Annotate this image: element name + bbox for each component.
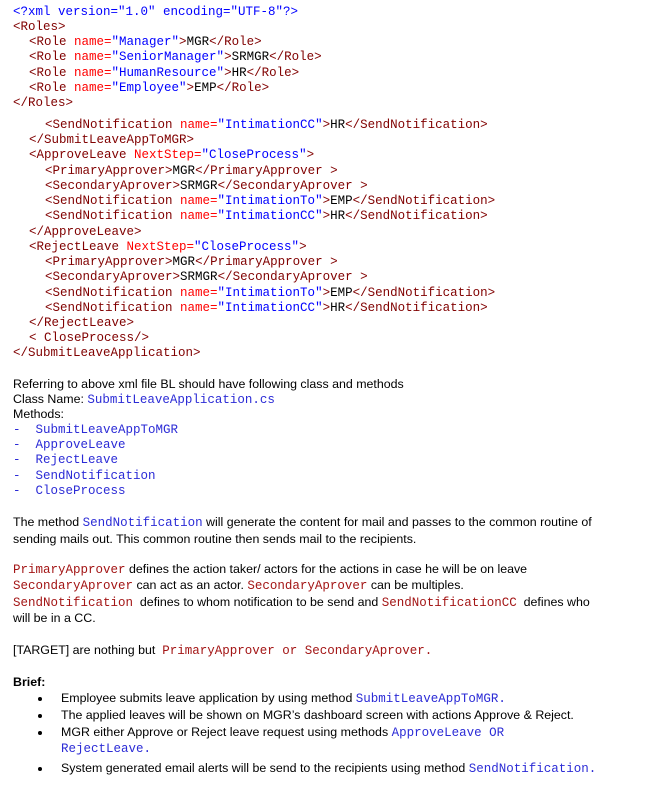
para2-line2: SecondaryAprover can act as an actor. SecondaryAprover can be multiples. (13, 578, 464, 593)
method-item: - CloseProcess (13, 483, 126, 498)
bullet-icon (38, 714, 42, 718)
xml-line: <PrimaryApprover>MGR</PrimaryApprover > (45, 164, 338, 178)
bullet-icon (38, 767, 42, 771)
xml-line: <SendNotification name="IntimationCC">HR</SendNotification> (45, 118, 488, 132)
method-item: - SubmitLeaveAppToMGR (13, 423, 179, 437)
xml-line: </SubmitLeaveApplication> (13, 346, 201, 360)
method-item: - RejectLeave (13, 453, 119, 468)
class-name-line: Class Name: SubmitLeaveApplication.cs (13, 392, 275, 407)
para2-line4: will be in a CC. (13, 611, 96, 625)
xml-roles-open: <Roles> (13, 20, 66, 34)
xml-line: <SendNotification name="IntimationTo">EMP</SendNotification> (45, 286, 496, 300)
brief-item-4: System generated email alerts will be send to the recipients using method SendNotification. (61, 761, 597, 776)
xml-line: < CloseProcess/> (29, 331, 150, 345)
xml-line: <PrimaryApprover>MGR</PrimaryApprover > (45, 255, 338, 269)
xml-line: </SubmitLeaveAppToMGR> (29, 133, 195, 147)
para2-line3: SendNotification defines to whom notification to be send and SendNotificationCC defines who (13, 595, 590, 610)
xml-role-line: <Role name="HumanResource">HR</Role> (29, 65, 300, 80)
brief-item-3-cont: RejectLeave. (61, 742, 152, 756)
method-item: - ApproveLeave (13, 438, 126, 453)
xml-line: <SendNotification name="IntimationTo">EMP</SendNotification> (45, 194, 496, 208)
xml-line: </RejectLeave> (29, 316, 135, 330)
intro-line: Referring to above xml file BL should have following class and methods (13, 377, 404, 391)
xml-line: <RejectLeave NextStep="CloseProcess"> (29, 240, 307, 254)
methods-label: Methods: (13, 407, 64, 421)
bullet-icon (38, 697, 42, 701)
brief-title: Brief: (13, 675, 46, 689)
xml-role-line: <Role name="Manager">MGR</Role> (29, 35, 262, 49)
para1-line2: sending mails out. This common routine then sends mail to the recipients. (13, 532, 417, 546)
xml-line: <ApproveLeave NextStep="CloseProcess"> (29, 148, 315, 162)
para1-line1: The method SendNotification will generate the content for mail and passes to the common routine of (13, 515, 592, 530)
bullet-icon (38, 731, 42, 735)
xml-line: <SendNotification name="IntimationCC">HR</SendNotification> (45, 301, 488, 315)
xml-line: <SendNotification name="IntimationCC">HR</SendNotification> (45, 209, 488, 223)
xml-declaration: <?xml version="1.0" encoding="UTF-8"?> (13, 5, 299, 19)
class-name-code: SubmitLeaveApplication.cs (87, 393, 275, 407)
xml-role-line: <Role name="Employee">EMP</Role> (29, 80, 270, 95)
xml-line: <SecondaryAprover>SRMGR</SecondaryAprover > (45, 179, 368, 193)
xml-line: </ApproveLeave> (29, 225, 142, 239)
method-item: - SendNotification (13, 468, 156, 483)
para2-line1: PrimaryApprover defines the action taker/ actors for the actions in case he will be on leave (13, 562, 528, 577)
brief-item-1: Employee submits leave application by using method SubmitLeaveAppToMGR. (61, 691, 506, 706)
xml-role-line: <Role name="SeniorManager">SRMGR</Role> (29, 50, 322, 65)
brief-item-3: MGR either Approve or Reject leave request using methods ApproveLeave OR (61, 725, 505, 740)
brief-item-2: The applied leaves will be shown on MGR’s dashboard screen with actions Approve & Reject. (61, 708, 574, 722)
code-sendnotification: SendNotification (82, 516, 203, 530)
xml-line: <SecondaryAprover>SRMGR</SecondaryAprover > (45, 270, 368, 284)
para3-line: [TARGET] are nothing but PrimaryApprover or SecondaryAprover. (13, 643, 433, 658)
xml-roles-close: </Roles> (13, 96, 74, 110)
